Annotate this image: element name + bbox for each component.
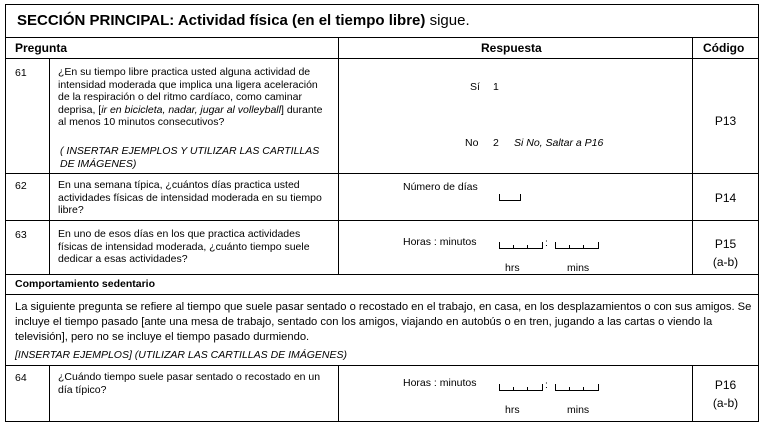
- code-p15-sub: (a-b): [712, 255, 739, 269]
- instruction-61: ( INSERTAR EJEMPLOS Y UTILIZAR LAS CARTILLAS DE IMÁGENES): [60, 145, 320, 170]
- answer-label-days: Número de días: [403, 181, 478, 193]
- question-number-61: 61: [15, 67, 27, 79]
- hours-entry-box[interactable]: [499, 242, 543, 249]
- question-text-61-main: ¿En su tiempo libre practica usted alguna actividad de intensidad moderada que implica una ligera aceleración de la respiración o del ritmo cardíaco, como caminar deprisa, [: [58, 66, 318, 116]
- hrs-label: hrs: [505, 262, 520, 274]
- section-title-bold: SECCIÓN PRINCIPAL: Actividad física (en el tiempo libre): [17, 12, 426, 29]
- minutes-entry-box[interactable]: [555, 242, 599, 249]
- question-text-61-after: ] durante al menos 10 minutos consecutivos?: [58, 103, 323, 128]
- question-text-61: [58, 66, 330, 129]
- sedentary-intro: La siguiente pregunta se refiere al tiempo que suele pasar sentado o recostado en el trabajo, en casa, en los desplazamientos o con sus amigos. Se incluye el tiempo pasado [ante una mesa de trabajo, sentado con los amigos, viajando en autobús o en tren, jugando a las cartas o viendo la televisión], pero no se incluye el tiempo pasado durmiendo.: [15, 301, 752, 343]
- code-p16-sub: (a-b): [712, 396, 739, 410]
- col-header-codigo: Código: [703, 41, 745, 55]
- question-text-64: ¿Cuándo tiempo suele pasar sentado o recostado en un día típico?: [58, 371, 321, 396]
- section-title: [17, 12, 470, 29]
- skip-instruction: Si No, Saltar a P16: [514, 137, 604, 149]
- hrs-label-64: hrs: [505, 404, 520, 416]
- answer-yes-label: Sí: [470, 81, 480, 93]
- code-p14: P14: [714, 191, 737, 205]
- questionnaire-table: [5, 4, 759, 422]
- question-text-63: En uno de esos días en los que practica actividades físicas de intensidad moderada, ¿cuánto tiempo suele dedicar a esas actividades?: [58, 228, 310, 265]
- question-number-62: 62: [15, 180, 27, 192]
- col-header-respuesta: Respuesta: [481, 41, 542, 55]
- code-p16: P16: [714, 378, 737, 392]
- hours-entry-box-64[interactable]: [499, 384, 543, 391]
- answer-no-code: 2: [493, 137, 499, 149]
- col-header-pregunta: Pregunta: [15, 41, 68, 55]
- minutes-entry-box-64[interactable]: [555, 384, 599, 391]
- subsection-title: Comportamiento sedentario: [15, 278, 156, 290]
- answer-yes-code: 1: [493, 81, 499, 93]
- code-p13: P13: [714, 114, 737, 128]
- mins-label-64: mins: [567, 404, 590, 416]
- sedentary-instruction: [INSERTAR EJEMPLOS] (UTILIZAR LAS CARTILLAS DE IMÁGENES): [15, 349, 347, 361]
- time-colon-64: :: [545, 379, 548, 391]
- time-colon: :: [545, 237, 548, 249]
- mins-label: mins: [567, 262, 590, 274]
- question-text-61-examples: ir en bicicleta, nadar, jugar al volleyball: [101, 103, 281, 116]
- days-entry-box[interactable]: [499, 194, 521, 201]
- answer-label-hours-minutes: Horas : minutos: [403, 236, 477, 248]
- answer-label-hours-minutes-64: Horas : minutos: [403, 377, 477, 389]
- question-text-62: En una semana típica, ¿cuántos días practica usted actividades físicas de intensidad moderada en su tiempo libre?: [58, 179, 322, 216]
- answer-no-label: No: [465, 137, 479, 149]
- question-number-64: 64: [15, 372, 27, 384]
- question-number-63: 63: [15, 229, 27, 241]
- code-p15: P15: [714, 237, 737, 251]
- section-title-suffix: sigue.: [429, 12, 470, 29]
